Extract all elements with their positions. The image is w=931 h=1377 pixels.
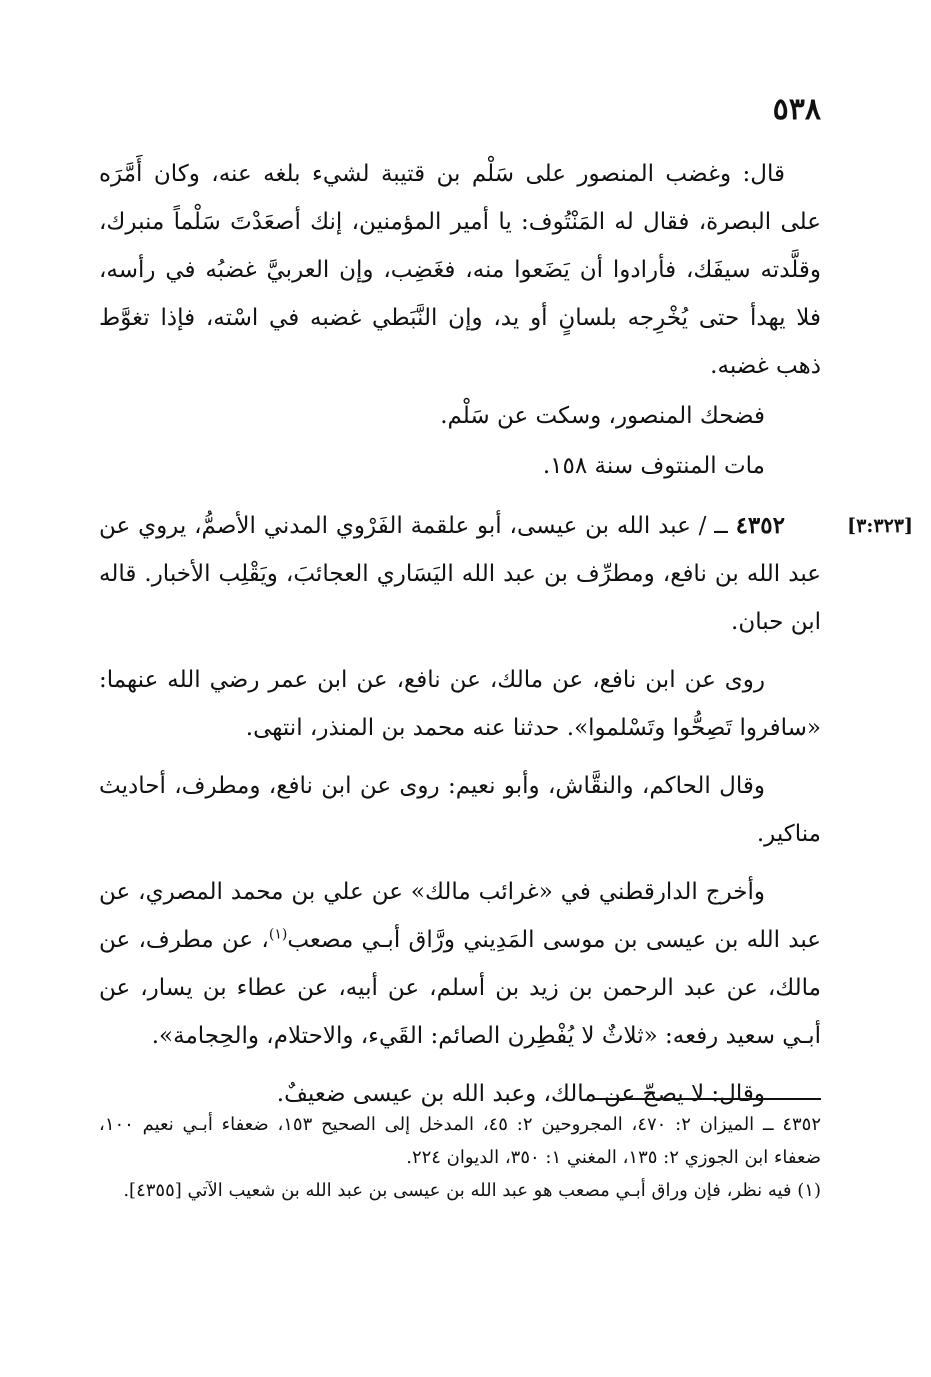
page-number: ٥٣٨ [772,92,821,127]
entry-text: ــ / عبد الله بن عيسى، أبو علقمة الفَرْوي المدني الأصمُّ، يروي عن عبد الله بن نافع، ومطرِّف بن عبد الله اليَسَاري العجائبَ، ويَقْلِب الأخبار. قاله ابن حبان. [99,513,821,635]
paragraph-daraqutni [99,868,821,1060]
paragraph-mansur-anecdote: قال: وغضب المنصور على سَلْم بن قتيبة لشيء بلغه عنه، وكان أَمَّرَه على البصرة، فقال له المَنْتُوف: يا أمير المؤمنين، إنك أصعَدْتَ سَلْماً منبرك، وقلَّدته سيفَك، فأرادوا أن يَضَعوا منه، فغَضِب، وإن العربيَّ غضبُه في رأسه، فلا يهدأ حتى يُخْرِجه بلسانٍ أو يد، وإن النَّبَطي غضبه في اسْته، فإذا تغوَّط ذهب غضبه. [99,161,821,379]
paragraph-hakim-opinion: وقال الحاكم، والنقَّاش، وأبو نعيم: روى عن ابن نافع، ومطرف، أحاديث مناكير. [99,773,821,847]
paragraph-verdict: وقال: لا يصحّ عن مالك، وعبد الله بن عيسى ضعيفٌ. [276,1081,765,1107]
paragraph-mansur-laughed: فضحك المنصور، وسكت عن سَلْم. [440,403,765,429]
main-text [99,150,913,1118]
footnotes [99,1108,821,1207]
daraqutni-text-end: ، عن مطرف، عن مالك، عن عبد الرحمن بن زيد بن أسلم، عن أبيه، عن عطاء بن يسار، عن أبـي سعيد رفعه: «ثلاثٌ لا يُفْطِرن الصائم: القَيء، والاحتلام، والحِجامة». [99,927,821,1049]
entry-header-paragraph [99,502,821,646]
footnote-marker[interactable]: (١) [268,926,288,943]
volume-page-reference: [٣:٣٢٣] [847,515,913,537]
paragraph-death-year: مات المنتوف سنة ١٥٨. [542,453,765,479]
entry-number: ٤٣٥٢ [735,512,785,539]
footnote-divider [593,1098,821,1100]
footnote-sources: ٤٣٥٢ ــ الميزان ٢: ٤٧٠، المجروحين ٢: ٤٥، المدخل إلى الصحيح ١٥٣، ضعفاء أبـي نعيم ١٠٠، ضعفاء ابن الجوزي ٢: ١٣٥، المغني ١: ٣٥٠، الديوان ٢٢٤. [99,1114,821,1168]
biography-entry [99,502,913,646]
daraqutni-text-start: وأخرج الدارقطني في «غرائب مالك» عن علي بن محمد المصري، عن عبد الله بن عيسى بن موسى المَدِيني ورَّاق أبـي مصعب [99,879,821,953]
footnote-1: (١) فيه نظر، فإن وراق أبـي مصعب هو عبد الله بن عيسى بن عبد الله بن شعيب الآتي [٤٣٥٥]. [123,1180,821,1201]
paragraph-narration: روى عن ابن نافع، عن مالك، عن نافع، عن ابن عمر رضي الله عنهما: «سافروا تَصِحُّوا وتَسْلموا». حدثنا عنه محمد بن المنذر، انتهى. [99,667,821,741]
